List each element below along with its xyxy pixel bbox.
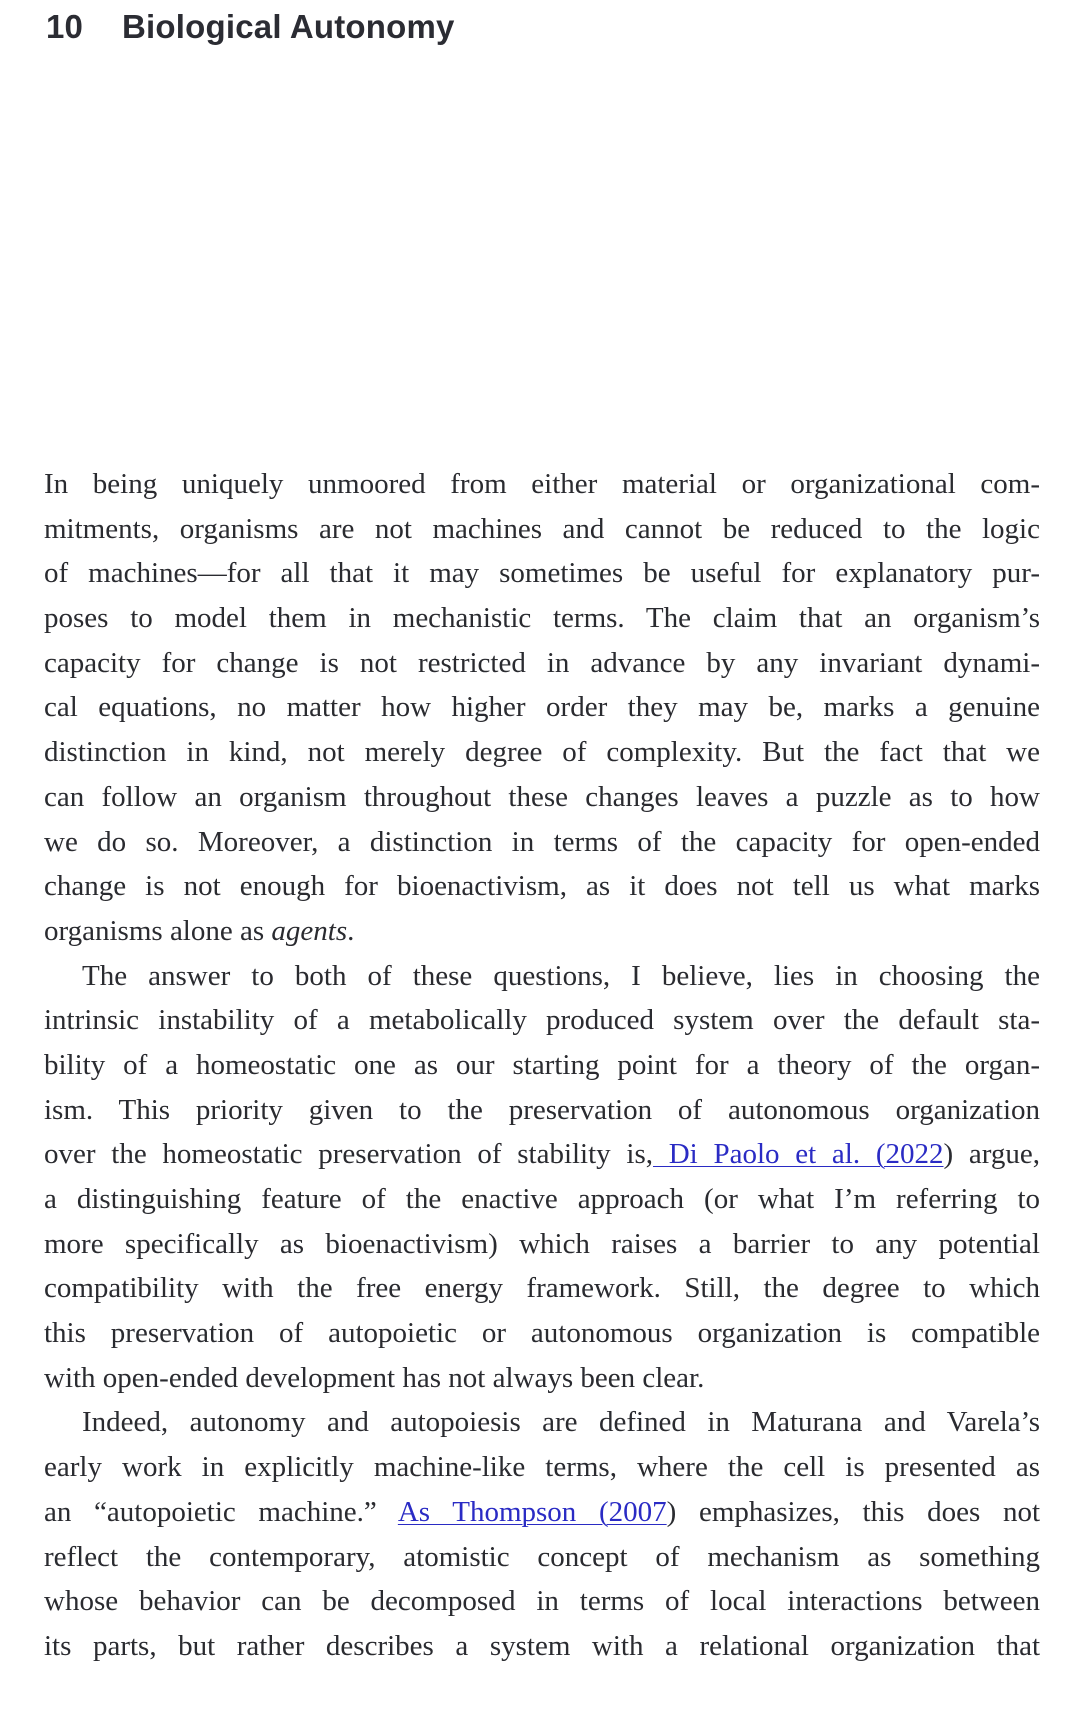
text-run: over the homeostatic preservation of stability is, <box>44 1138 653 1171</box>
text-line: with open-ended development has not always been clear. <box>44 1361 705 1394</box>
text-line: can follow an organism throughout these changes leaves a puzzle as to how <box>44 780 1040 813</box>
chapter-title: Biological Autonomy <box>122 8 455 45</box>
text-run: ) argue, <box>943 1138 1040 1171</box>
text-line: reflect the contemporary, atomistic concept of mechanism as something <box>44 1540 1040 1573</box>
citation-link-thompson-2007[interactable]: As Thompson (2007 <box>397 1495 667 1528</box>
paragraph-3 <box>44 1400 1040 1668</box>
text-run: organisms alone as <box>44 914 272 947</box>
text-line: capacity for change is not restricted in advance by any invariant dynami- <box>44 646 1040 679</box>
chapter-number: 10 <box>46 8 84 45</box>
paragraph-2 <box>44 954 1040 1401</box>
text-run: . <box>347 914 355 947</box>
text-line: intrinsic instability of a metabolically produced system over the default sta- <box>44 1004 1040 1037</box>
emphasis-agents: agents <box>271 914 348 947</box>
text-line: ism. This priority given to the preservation of autonomous organization <box>44 1093 1040 1126</box>
paragraph-1 <box>44 462 1040 954</box>
text-line: The answer to both of these questions, I believe, lies in choosing the <box>82 959 1040 992</box>
text-line <box>44 909 1040 954</box>
text-line: whose behavior can be decomposed in terms of local interactions between <box>44 1585 1040 1618</box>
text-line: a distinguishing feature of the enactive approach (or what I’m referring to <box>44 1183 1040 1215</box>
text-line: bility of a homeostatic one as our starting point for a theory of the organ- <box>44 1048 1040 1081</box>
text-line: of machines—for all that it may sometimes be useful for explanatory pur- <box>44 557 1040 590</box>
text-line: cal equations, no matter how higher order they may be, marks a genuine <box>44 691 1040 724</box>
citation-link-di-paolo-2022[interactable]: Di Paolo et al. (2022 <box>653 1138 944 1171</box>
text-line <box>44 1132 1040 1177</box>
text-line: In being uniquely unmoored from either material or organizational com- <box>44 468 1040 500</box>
text-line: early work in explicitly machine-like terms, where the cell is presented as <box>44 1451 1040 1484</box>
text-line: more specifically as bioenactivism) which raises a barrier to any potential <box>44 1227 1040 1260</box>
body-text <box>44 462 1040 1669</box>
text-line: compatibility with the free energy framework. Still, the degree to which <box>44 1272 1040 1305</box>
text-line: poses to model them in mechanistic terms. The claim that an organism’s <box>44 602 1040 635</box>
text-line: we do so. Moreover, a distinction in terms of the capacity for open-ended <box>44 825 1040 858</box>
text-line: Indeed, autonomy and autopoiesis are defined in Maturana and Varela’s <box>82 1406 1040 1439</box>
text-line: mitments, organisms are not machines and cannot be reduced to the logic <box>44 512 1040 545</box>
text-line: this preservation of autopoietic or autonomous organization is compatible <box>44 1317 1040 1350</box>
text-line: its parts, but rather describes a system with a relational organization that <box>44 1629 1040 1662</box>
text-run: ) emphasizes, this does not <box>666 1495 1040 1528</box>
text-run: an “autopoietic machine.” <box>44 1495 398 1528</box>
text-line: change is not enough for bioenactivism, as it does not tell us what marks <box>44 870 1040 903</box>
running-head <box>46 8 455 46</box>
text-line <box>44 1490 1040 1535</box>
text-line: distinction in kind, not merely degree of complexity. But the fact that we <box>44 736 1040 769</box>
